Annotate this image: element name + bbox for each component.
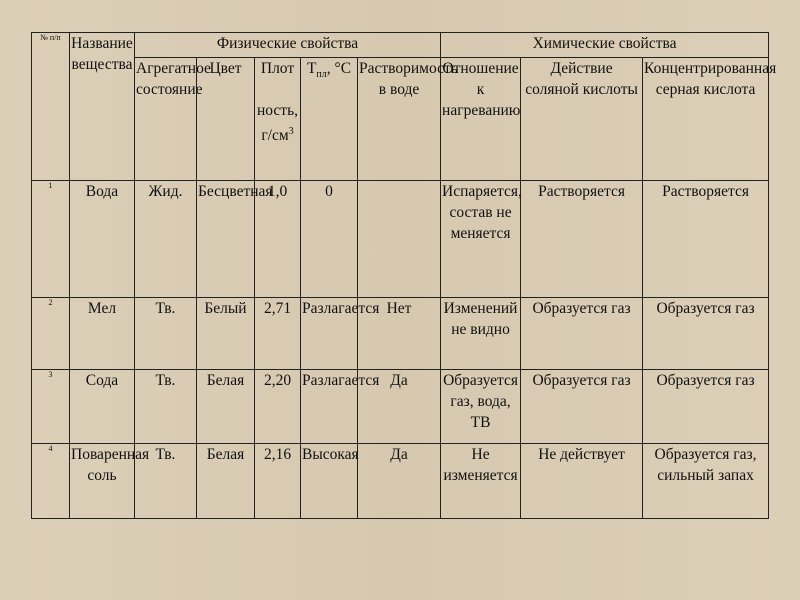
cell-hcl: Образуется газ: [521, 370, 643, 444]
header-heating: Отношение к нагреванию: [441, 58, 521, 181]
cell-name: Мел: [70, 298, 135, 370]
header-melting: [301, 58, 358, 181]
cell-melting: Высокая: [301, 444, 358, 519]
header-row-sub: [32, 58, 769, 181]
cell-density: 2,20: [255, 370, 301, 444]
table-row: [32, 298, 769, 370]
cell-name: Поваренная соль: [70, 444, 135, 519]
cell-hcl: Образуется газ: [521, 298, 643, 370]
cell-heating: Не изменяется: [441, 444, 521, 519]
cell-density: 1,0: [255, 181, 301, 298]
cell-heating: Изменений не видно: [441, 298, 521, 370]
header-color: Цвет: [197, 58, 255, 181]
cell-density: 2,16: [255, 444, 301, 519]
header-state: Агрегатное состояние: [135, 58, 197, 181]
header-melting-unit: , °C: [326, 60, 352, 77]
cell-state: Тв.: [135, 298, 197, 370]
table-row: [32, 181, 769, 298]
header-physical: Физические свойства: [135, 33, 441, 58]
cell-h2so4: Растворяется: [643, 181, 769, 298]
cell-color: Бесцветная: [197, 181, 255, 298]
cell-solubility: Да: [358, 370, 441, 444]
cell-name: Вода: [70, 181, 135, 298]
header-solubility: Растворимость в воде: [358, 58, 441, 181]
header-row-group: [32, 33, 769, 58]
header-chemical: Химические свойства: [441, 33, 769, 58]
cell-h2so4: Образуется газ: [643, 298, 769, 370]
table-row: [32, 370, 769, 444]
cell-melting: Разлагается: [301, 370, 358, 444]
cell-name: Сода: [70, 370, 135, 444]
cell-h2so4: Образуется газ, сильный запах: [643, 444, 769, 519]
cell-solubility: Нет: [358, 298, 441, 370]
header-density-sup: 3: [288, 126, 294, 137]
header-name: Название вещества: [70, 33, 135, 181]
header-density-top: Плот: [260, 60, 295, 77]
cell-solubility: [358, 181, 441, 298]
row-num: 4: [32, 444, 70, 519]
cell-color: Белая: [197, 444, 255, 519]
cell-melting: 0: [301, 181, 358, 298]
cell-heating: Испаряется, состав не меняется: [441, 181, 521, 298]
cell-state: Тв.: [135, 444, 197, 519]
row-num: 3: [32, 370, 70, 444]
cell-h2so4: Образуется газ: [643, 370, 769, 444]
properties-table: [31, 32, 777, 519]
cell-solubility: Да: [358, 444, 441, 519]
table-row: [32, 444, 769, 519]
header-melting-t: T: [306, 60, 317, 77]
header-density-bottom: ность, г/см: [256, 102, 299, 145]
cell-density: 2,71: [255, 298, 301, 370]
cell-state: Жид.: [135, 181, 197, 298]
cell-hcl: Не действует: [521, 444, 643, 519]
cell-color: Белый: [197, 298, 255, 370]
cell-heating: Образуется газ, вода, ТВ: [441, 370, 521, 444]
header-num: № п/п: [32, 33, 70, 181]
cell-state: Тв.: [135, 370, 197, 444]
header-hcl: Действие соляной кислоты: [521, 58, 643, 181]
cell-color: Белая: [197, 370, 255, 444]
cell-melting: Разлагается: [301, 298, 358, 370]
header-density: [255, 58, 301, 181]
cell-hcl: Растворяется: [521, 181, 643, 298]
row-num: 1: [32, 181, 70, 298]
header-melting-sub: пл: [316, 69, 327, 81]
header-h2so4: Концентрированная серная кислота: [643, 58, 769, 181]
row-num: 2: [32, 298, 70, 370]
